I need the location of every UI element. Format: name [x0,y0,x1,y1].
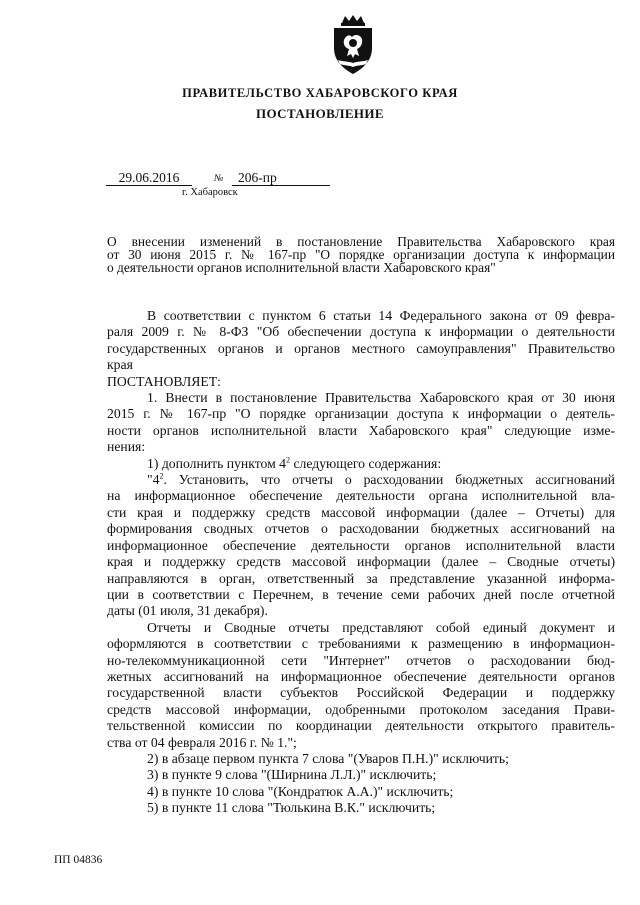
preamble-line: В соответствии с пунктом 6 статьи 14 Федерального закона от 09 февра- [147,308,615,323]
quote-line: на информационное обеспечение деятельности органа исполнительной вла- [107,488,615,504]
para2-line: ства от 04 февраля 2016 г. № 1."; [107,734,297,750]
quote-sup: 2 [159,471,164,481]
preamble-line: государственных органов и органов местного самоуправления" Правительство [107,340,615,356]
subitem-1 [107,456,615,472]
quote-first-line [107,472,615,488]
subitem-1-suffix: следующего содержания: [290,455,442,471]
khabarovsk-coat-of-arms-icon [330,14,376,76]
para2-line: жетных ассигнований на информационное обеспечение деятельности органов [107,668,615,684]
decree-body [107,308,615,817]
quote-line: информационное обеспечение деятельности органов исполнительной власти [107,537,615,553]
item1-line: 2015 г. № 167-пр "О порядке организации доступа к информации о деятель- [107,406,615,422]
item1-line: нения: [107,439,146,455]
quote-line: направляются в орган, ответственный за представление указанной информа- [107,570,615,586]
document-type: ПОСТАНОВЛЕНИЕ [255,106,385,121]
document-code: ПП 04836 [54,854,103,866]
coat-of-arms-emblem [330,14,376,76]
para2-line: средств массовой информации, одобренными протоколом заседания Прави- [107,701,615,717]
item1-line: 1. Внести в постановление Правительства Хабаровского края от 30 июня [147,390,615,406]
decree-date: 29.06.2016 [106,170,192,186]
para2-line: тельственной комиссии по координации деятельности открытого правитель- [107,718,615,734]
resolves-heading: ПОСТАНОВЛЯЕТ: [107,373,221,389]
para2-line: государственной власти субъектов Российской Федерации и поддержку [107,685,615,701]
quote-line: сти края и поддержку средств массовой информации (далее – Отчеты) для [107,504,615,520]
quote-line: края и поддержку средств массовой информации (далее – Сводные отчеты) [107,554,615,570]
quote-line: даты (01 июля, 31 декабря). [107,603,268,619]
subitem-1-sup: 2 [286,455,291,465]
para2-line: Отчеты и Сводные отчеты представляют собой единый документ и [147,619,615,635]
item1-line: ности органов исполнительной власти Хабаровского края" следующие изме- [107,422,615,438]
quote-line: формирования сводных отчетов о расходовании бюджетных ассигнований на [107,521,615,537]
preamble-line: края [107,357,133,373]
subitem-1-prefix: 1) дополнить пунктом 4 [147,455,287,471]
preamble-line: раля 2009 г. № 8-ФЗ "Об обеспечении доступа к информации о деятельности [107,324,615,340]
quote-line: ции в соответствии с Перечнем, в течение семи рабочих дней после отчетной [107,586,615,602]
quote-first-text: . Установить, что отчеты о расходовании бюджетных ассигнований [163,472,615,488]
list-item: 4) в пункте 10 слова "(Кондратюк А.А.)" исключить; [147,783,454,799]
para2-line: но-телекоммуникационной сети "Интернет" отчетов о расходовании бюд- [107,652,615,668]
decree-subject [107,236,615,274]
list-item: 2) в абзаце первом пункта 7 слова "(Уваров П.Н.)" исключить; [147,750,509,766]
list-item: 5) в пункте 11 слова "Тюлькина В.К." исключить; [147,800,436,816]
quote-prefix: "4 [147,472,160,488]
issue-city: г. Хабаровск [182,187,238,198]
number-sign: № [214,173,224,184]
subject-line: о деятельности органов исполнительной власти Хабаровского края" [107,259,496,275]
subject-line: от 30 июня 2015 г. № 167-пр "О порядке организации доступа к информации [107,246,615,262]
para2-line: оформляются в соответствии с требованиями к размещению в информацион- [107,636,615,652]
decree-number: 206-пр [232,170,330,186]
subject-line: О внесении изменений в постановление Правительства Хабаровского края [107,234,615,249]
government-title: ПРАВИТЕЛЬСТВО ХАБАРОВСКОГО КРАЯ [182,86,458,100]
list-item: 3) в пункте 9 слова "(Ширнина Л.Л.)" исключить; [147,767,437,783]
